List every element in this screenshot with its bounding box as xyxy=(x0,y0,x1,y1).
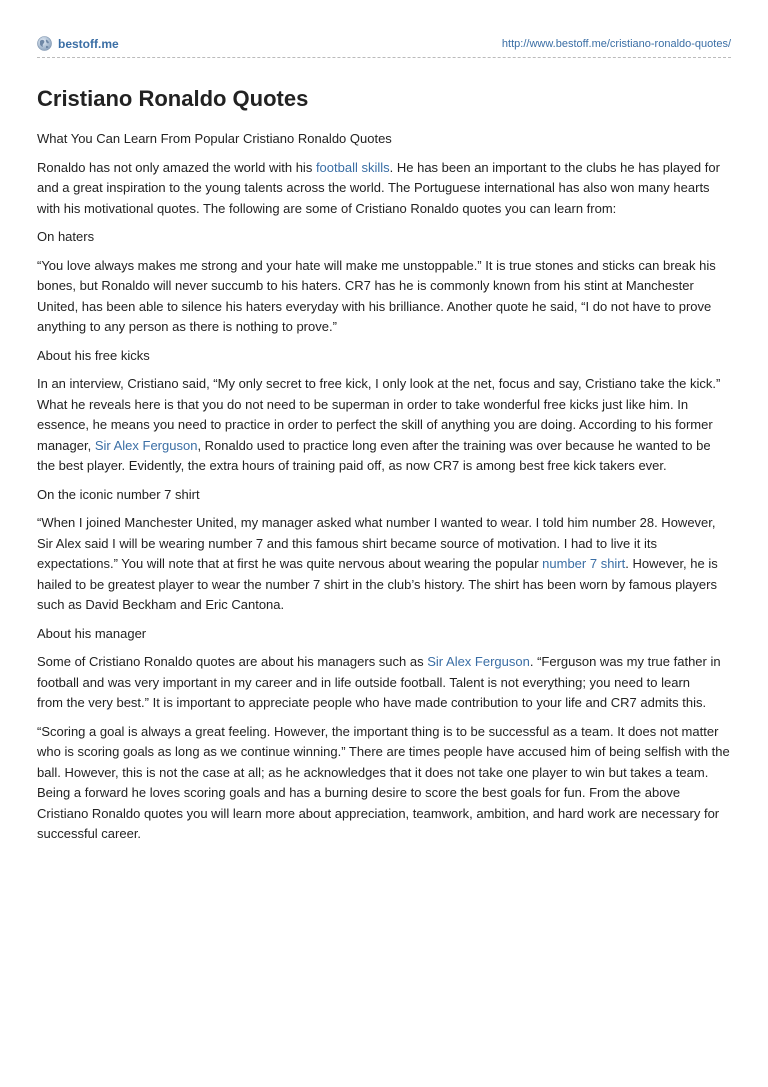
manager-text-middle: . “Ferguson was my true father in football and was very important in my career and in life outside football. Talent is not everything; you need to learn xyxy=(37,654,721,690)
sir-alex-ferguson-link[interactable]: Sir Alex Ferguson xyxy=(427,654,530,669)
manager-text-end: from the very best.” It is important to appreciate people who have made contribution to your life and CR7 admits this. xyxy=(37,695,707,710)
globe-icon xyxy=(37,36,52,51)
teamwork-paragraph: “Scoring a goal is always a great feeling. However, the important thing is to be successful as a team. It does not matter who is scoring goals as long as we continue winning.” There are times people have accused him of being selfish with the ball. However, this is not the case at all; as he acknowledges that it does not take one player to win but takes a team. Being a forward he loves scoring goals and has a burning desire to score the best goals for fun. From the above Cristiano Ronaldo quotes you will learn more about appreciation, teamwork, ambition, and hard work are necessary for successful career. xyxy=(37,723,730,841)
page-title: Cristiano Ronaldo Quotes xyxy=(37,86,309,111)
haters-paragraph: “You love always makes me strong and your hate will make me unstoppable.” It is true stones and sticks can break his bones, but Ronaldo will never succumb to his haters. CR7 has he is commonly known from his stint at Manchester United, has been able to silence his haters everyday with his brilliance. Another quote he said, “I do not have to prove anything to any person as there is nothing to prove.” xyxy=(37,257,716,334)
article-body xyxy=(37,86,731,853)
section-heading-haters: On haters xyxy=(37,229,95,244)
free-kicks-paragraph xyxy=(37,374,731,477)
number-7-shirt-link[interactable]: number 7 shirt xyxy=(542,556,626,571)
shirt-text-start: “When I joined Manchester United, my manager asked what number I wanted to wear. I told him number 28. However, Sir Alex said I will be wearing number 7 and this famous shirt became source of motivation. I had to live it its expectations.” You will note that at first he was quite nervous about wearing the popular xyxy=(37,515,716,571)
shirt-text-end: . However, he is hailed to be greatest player to wear the number 7 shirt in the club’s history. The shirt has been worn by famous players such as David Beckham and Eric Cantona. xyxy=(37,556,718,612)
manager-text-start: Some of Cristiano Ronaldo quotes are about his managers such as xyxy=(37,654,428,669)
sir-alex-ferguson-link[interactable]: Sir Alex Ferguson xyxy=(94,437,198,453)
site-name: bestoff.me xyxy=(58,36,119,51)
intro-text-end: . He has been an important to the clubs he has played for and a great inspiration to the young talents across the world. The Portuguese international has also won many hearts with his motivational quotes. The following are some of Cristiano Ronaldo quotes you can learn from: xyxy=(37,159,720,216)
manager-paragraph xyxy=(37,652,731,714)
page-url-link[interactable]: http://www.bestoff.me/cristiano-ronaldo-quotes/ xyxy=(501,38,731,50)
section-heading-shirt: On the iconic number 7 shirt xyxy=(37,486,200,502)
intro-paragraph xyxy=(37,158,731,220)
free-kicks-text-end: , Ronaldo used to practice long even after the training was over because he wanted to be the best player. Evidently, the extra hours of training paid off, as now CR7 is among best free kick takers ever. xyxy=(37,437,711,473)
section-heading-manager: About his manager xyxy=(37,625,147,641)
shirt-paragraph xyxy=(37,513,731,616)
intro-text-start: Ronaldo has not only amazed the world with his xyxy=(37,159,316,175)
page-header xyxy=(37,34,731,56)
article-subtitle: What You Can Learn From Popular Cristiano Ronaldo Quotes xyxy=(37,131,392,146)
football-skills-link[interactable]: football skills xyxy=(315,159,390,175)
site-brand[interactable] xyxy=(37,36,119,51)
header-divider xyxy=(37,57,731,58)
free-kicks-text-start: In an interview, Cristiano said, “My only secret to free kick, I only look at the net, focus and say, Cristiano take the kick.” What he reveals here is that you do not need to be superman in order to take wonderful free kicks just like him. In essence, he means you need to practice in order to perfect the skill of anything you are doing. According to his former manager, xyxy=(37,376,721,453)
section-heading-free-kicks: About his free kicks xyxy=(37,347,150,363)
